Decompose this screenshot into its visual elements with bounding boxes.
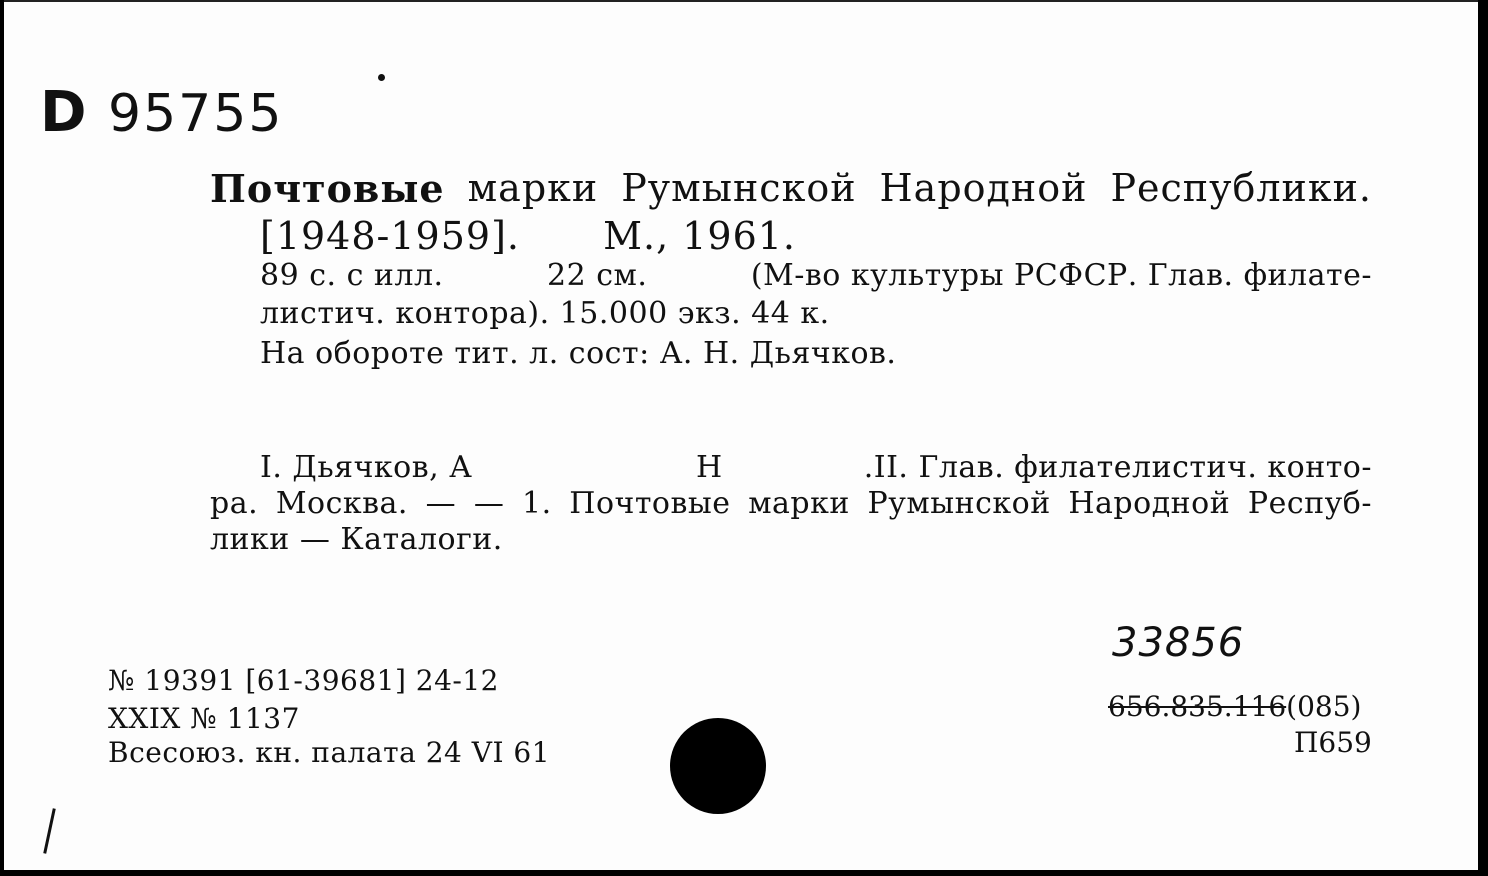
chamber-stamp: Всесоюз. кн. палата 24 VI 61 bbox=[108, 736, 551, 769]
collation-size: 22 см. bbox=[547, 258, 648, 293]
udc-suffix: (085) bbox=[1286, 690, 1362, 723]
accession-digits: 95755 bbox=[107, 84, 284, 144]
shelfmark: П659 bbox=[1294, 726, 1372, 759]
tracing-word: Респуб- bbox=[1247, 486, 1372, 521]
title-word: Румынской bbox=[621, 166, 857, 210]
punch-hole bbox=[670, 718, 766, 814]
title-word: марки bbox=[467, 166, 599, 210]
collation-line-2: листич. контора). 15.000 экз. 44 к. bbox=[260, 296, 830, 331]
tracing-line-3: лики — Каталоги. bbox=[210, 522, 503, 557]
title-years: [1948-1959]. bbox=[260, 214, 520, 258]
udc-struck: 656.835.116 bbox=[1108, 690, 1287, 723]
tracing-word: ра. bbox=[210, 486, 259, 521]
tracing-word: Почтовые bbox=[569, 486, 731, 521]
tracing-word: 1. bbox=[521, 486, 552, 521]
tracing-line-2 bbox=[210, 486, 1372, 521]
title-word: Республики. bbox=[1110, 166, 1372, 210]
udc-code bbox=[1108, 690, 1361, 723]
card-number: № 19391 [61-39681] 24-12 bbox=[108, 664, 499, 697]
title-lead-word: Почтовые bbox=[210, 166, 445, 211]
tracing-corporate: .II. Глав. филателистич. конто- bbox=[863, 450, 1372, 485]
tracing-word: марки bbox=[748, 486, 850, 521]
compiler-note: На обороте тит. л. сост: А. Н. Дьячков. bbox=[260, 336, 897, 371]
accession-number bbox=[40, 80, 283, 145]
tracing-author: I. Дьячков, А bbox=[260, 450, 473, 485]
collation-pages: 89 с. с илл. bbox=[260, 258, 444, 293]
title-word: Народной bbox=[879, 166, 1088, 210]
catalog-card bbox=[4, 0, 1478, 870]
accession-letter: D bbox=[40, 80, 88, 145]
tracing-initial: Н bbox=[696, 450, 723, 485]
tracing-word: Румынской bbox=[867, 486, 1051, 521]
imprint: М., 1961. bbox=[603, 214, 797, 258]
handwritten-number: 33856 bbox=[1112, 620, 1245, 666]
collation-series: (М-во культуры РСФСР. Глав. филате- bbox=[750, 258, 1372, 293]
title-line bbox=[210, 166, 1372, 211]
pencil-mark bbox=[43, 808, 55, 854]
tracing-word: Народной bbox=[1068, 486, 1231, 521]
collation-line bbox=[260, 258, 1372, 293]
ink-dot bbox=[378, 74, 385, 81]
tracing-word: Москва. bbox=[275, 486, 408, 521]
tracing-word: — bbox=[425, 486, 457, 521]
card-volume: XXIX № 1137 bbox=[108, 702, 300, 735]
tracing-word: — bbox=[473, 486, 505, 521]
scan-border bbox=[1478, 0, 1488, 876]
title-years-imprint bbox=[260, 214, 796, 258]
